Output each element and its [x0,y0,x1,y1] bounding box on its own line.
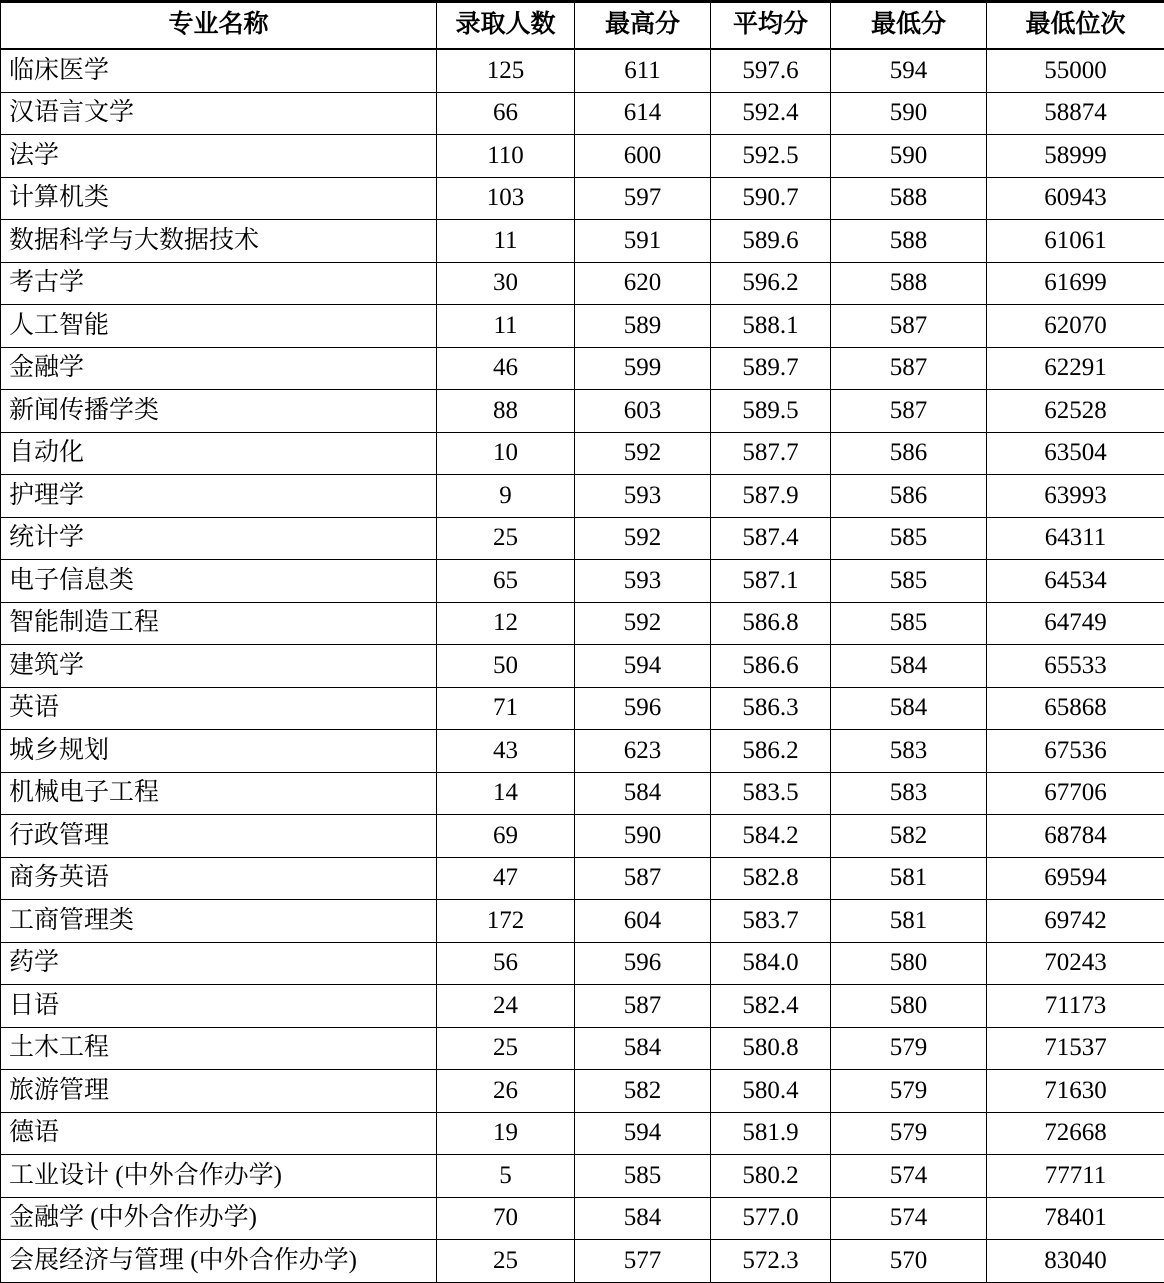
cell-max-score: 590 [575,815,711,858]
cell-min-rank: 62528 [987,390,1164,433]
cell-max-score: 600 [575,135,711,178]
cell-admitted: 56 [437,942,575,985]
table-row [1,135,1164,178]
cell-max-score: 591 [575,220,711,263]
cell-major: 人工智能 [1,305,437,348]
cell-admitted: 66 [437,92,575,135]
cell-max-score: 592 [575,517,711,560]
table-row [1,1070,1164,1113]
table-row [1,985,1164,1028]
cell-avg-score: 592.5 [711,135,831,178]
cell-min-score: 580 [831,942,987,985]
cell-max-score: 604 [575,900,711,943]
cell-admitted: 30 [437,262,575,305]
cell-avg-score: 572.3 [711,1240,831,1283]
cell-min-rank: 71173 [987,985,1164,1028]
cell-min-rank: 64534 [987,560,1164,603]
cell-avg-score: 577.0 [711,1197,831,1240]
cell-major: 护理学 [1,475,437,518]
cell-major: 机械电子工程 [1,772,437,815]
cell-min-score: 587 [831,347,987,390]
cell-max-score: 614 [575,92,711,135]
cell-max-score: 587 [575,857,711,900]
table-row [1,900,1164,943]
cell-avg-score: 596.2 [711,262,831,305]
cell-avg-score: 582.8 [711,857,831,900]
cell-avg-score: 586.6 [711,645,831,688]
cell-min-score: 587 [831,305,987,348]
cell-min-rank: 68784 [987,815,1164,858]
cell-admitted: 69 [437,815,575,858]
cell-max-score: 594 [575,1112,711,1155]
cell-min-rank: 58999 [987,135,1164,178]
table-header-row [1,2,1164,50]
cell-avg-score: 589.5 [711,390,831,433]
cell-major: 行政管理 [1,815,437,858]
cell-min-score: 583 [831,730,987,773]
table-row [1,475,1164,518]
cell-min-score: 579 [831,1112,987,1155]
table-row [1,432,1164,475]
column-header-avg: 平均分 [711,2,831,50]
cell-major: 商务英语 [1,857,437,900]
cell-max-score: 620 [575,262,711,305]
cell-min-rank: 67706 [987,772,1164,815]
cell-major: 会展经济与管理 (中外合作办学) [1,1240,437,1283]
cell-max-score: 596 [575,942,711,985]
cell-major: 临床医学 [1,49,437,92]
cell-avg-score: 587.7 [711,432,831,475]
cell-admitted: 25 [437,1027,575,1070]
cell-major: 新闻传播学类 [1,390,437,433]
table-row [1,560,1164,603]
cell-admitted: 46 [437,347,575,390]
cell-major: 汉语言文学 [1,92,437,135]
cell-min-score: 585 [831,517,987,560]
cell-major: 电子信息类 [1,560,437,603]
cell-admitted: 70 [437,1197,575,1240]
cell-max-score: 592 [575,432,711,475]
table-row [1,815,1164,858]
cell-admitted: 26 [437,1070,575,1113]
cell-min-score: 588 [831,177,987,220]
cell-avg-score: 584.2 [711,815,831,858]
cell-min-score: 588 [831,262,987,305]
cell-min-score: 574 [831,1155,987,1198]
cell-min-rank: 69742 [987,900,1164,943]
cell-min-score: 580 [831,985,987,1028]
cell-avg-score: 580.8 [711,1027,831,1070]
cell-max-score: 582 [575,1070,711,1113]
cell-min-rank: 62291 [987,347,1164,390]
cell-min-rank: 67536 [987,730,1164,773]
table-row [1,602,1164,645]
cell-avg-score: 589.6 [711,220,831,263]
cell-admitted: 43 [437,730,575,773]
cell-admitted: 25 [437,1240,575,1283]
table-row [1,390,1164,433]
cell-major: 旅游管理 [1,1070,437,1113]
cell-avg-score: 580.4 [711,1070,831,1113]
cell-major: 土木工程 [1,1027,437,1070]
table-row [1,772,1164,815]
cell-min-score: 583 [831,772,987,815]
table-row [1,92,1164,135]
cell-admitted: 9 [437,475,575,518]
cell-admitted: 10 [437,432,575,475]
cell-avg-score: 587.9 [711,475,831,518]
cell-max-score: 584 [575,1197,711,1240]
cell-admitted: 12 [437,602,575,645]
cell-major: 药学 [1,942,437,985]
cell-avg-score: 597.6 [711,49,831,92]
cell-min-rank: 61061 [987,220,1164,263]
cell-max-score: 577 [575,1240,711,1283]
cell-min-score: 582 [831,815,987,858]
cell-min-rank: 65533 [987,645,1164,688]
cell-min-score: 594 [831,49,987,92]
cell-major: 城乡规划 [1,730,437,773]
cell-min-rank: 61699 [987,262,1164,305]
table-row [1,347,1164,390]
cell-major: 工商管理类 [1,900,437,943]
cell-min-rank: 72668 [987,1112,1164,1155]
cell-min-rank: 62070 [987,305,1164,348]
cell-min-score: 579 [831,1070,987,1113]
cell-avg-score: 589.7 [711,347,831,390]
cell-admitted: 14 [437,772,575,815]
cell-min-score: 584 [831,687,987,730]
cell-min-score: 588 [831,220,987,263]
cell-major: 工业设计 (中外合作办学) [1,1155,437,1198]
cell-min-rank: 64749 [987,602,1164,645]
cell-min-score: 574 [831,1197,987,1240]
cell-admitted: 11 [437,220,575,263]
cell-max-score: 592 [575,602,711,645]
cell-max-score: 593 [575,560,711,603]
cell-min-score: 579 [831,1027,987,1070]
cell-avg-score: 588.1 [711,305,831,348]
cell-max-score: 603 [575,390,711,433]
cell-min-score: 587 [831,390,987,433]
table-body [1,49,1164,1282]
cell-avg-score: 587.4 [711,517,831,560]
cell-admitted: 110 [437,135,575,178]
cell-admitted: 5 [437,1155,575,1198]
table-row [1,517,1164,560]
cell-admitted: 47 [437,857,575,900]
table-row [1,857,1164,900]
cell-min-score: 585 [831,560,987,603]
cell-admitted: 125 [437,49,575,92]
cell-avg-score: 582.4 [711,985,831,1028]
table-row [1,262,1164,305]
cell-avg-score: 586.3 [711,687,831,730]
cell-max-score: 585 [575,1155,711,1198]
table-row [1,1112,1164,1155]
cell-major: 金融学 [1,347,437,390]
cell-min-rank: 63993 [987,475,1164,518]
cell-major: 建筑学 [1,645,437,688]
cell-min-score: 590 [831,92,987,135]
cell-admitted: 25 [437,517,575,560]
cell-major: 考古学 [1,262,437,305]
cell-min-score: 581 [831,857,987,900]
cell-min-rank: 71537 [987,1027,1164,1070]
cell-min-rank: 55000 [987,49,1164,92]
cell-major: 数据科学与大数据技术 [1,220,437,263]
cell-min-rank: 69594 [987,857,1164,900]
cell-avg-score: 586.2 [711,730,831,773]
table-row [1,305,1164,348]
cell-admitted: 50 [437,645,575,688]
cell-major: 英语 [1,687,437,730]
cell-avg-score: 584.0 [711,942,831,985]
cell-min-score: 570 [831,1240,987,1283]
cell-min-rank: 70243 [987,942,1164,985]
cell-min-score: 584 [831,645,987,688]
cell-admitted: 65 [437,560,575,603]
column-header-major: 专业名称 [1,2,437,50]
cell-min-rank: 83040 [987,1240,1164,1283]
table-row [1,730,1164,773]
cell-major: 日语 [1,985,437,1028]
table-row [1,177,1164,220]
cell-avg-score: 581.9 [711,1112,831,1155]
cell-max-score: 587 [575,985,711,1028]
cell-avg-score: 592.4 [711,92,831,135]
table-row [1,687,1164,730]
cell-admitted: 24 [437,985,575,1028]
cell-min-rank: 78401 [987,1197,1164,1240]
cell-max-score: 584 [575,772,711,815]
cell-min-rank: 60943 [987,177,1164,220]
cell-max-score: 611 [575,49,711,92]
cell-max-score: 584 [575,1027,711,1070]
column-header-max: 最高分 [575,2,711,50]
cell-major: 法学 [1,135,437,178]
cell-min-score: 581 [831,900,987,943]
cell-admitted: 103 [437,177,575,220]
cell-max-score: 596 [575,687,711,730]
table-row [1,1155,1164,1198]
cell-min-rank: 58874 [987,92,1164,135]
cell-min-rank: 71630 [987,1070,1164,1113]
cell-min-rank: 65868 [987,687,1164,730]
column-header-min: 最低分 [831,2,987,50]
table-row [1,942,1164,985]
cell-max-score: 594 [575,645,711,688]
cell-max-score: 597 [575,177,711,220]
cell-max-score: 593 [575,475,711,518]
table-row [1,1240,1164,1283]
cell-min-rank: 64311 [987,517,1164,560]
cell-max-score: 589 [575,305,711,348]
cell-major: 统计学 [1,517,437,560]
cell-min-score: 590 [831,135,987,178]
cell-admitted: 71 [437,687,575,730]
cell-min-rank: 77711 [987,1155,1164,1198]
cell-min-rank: 63504 [987,432,1164,475]
cell-major: 自动化 [1,432,437,475]
cell-major: 智能制造工程 [1,602,437,645]
table-row [1,220,1164,263]
cell-major: 德语 [1,1112,437,1155]
cell-admitted: 88 [437,390,575,433]
cell-min-score: 586 [831,432,987,475]
column-header-admitted: 录取人数 [437,2,575,50]
cell-admitted: 11 [437,305,575,348]
cell-avg-score: 580.2 [711,1155,831,1198]
table-row [1,1027,1164,1070]
cell-max-score: 623 [575,730,711,773]
table-row [1,1197,1164,1240]
cell-avg-score: 587.1 [711,560,831,603]
cell-max-score: 599 [575,347,711,390]
cell-avg-score: 586.8 [711,602,831,645]
column-header-rank: 最低位次 [987,2,1164,50]
cell-admitted: 19 [437,1112,575,1155]
cell-major: 计算机类 [1,177,437,220]
cell-admitted: 172 [437,900,575,943]
cell-major: 金融学 (中外合作办学) [1,1197,437,1240]
cell-avg-score: 583.7 [711,900,831,943]
table-row [1,645,1164,688]
cell-avg-score: 583.5 [711,772,831,815]
cell-avg-score: 590.7 [711,177,831,220]
table-row [1,49,1164,92]
cell-min-score: 586 [831,475,987,518]
cell-min-score: 585 [831,602,987,645]
